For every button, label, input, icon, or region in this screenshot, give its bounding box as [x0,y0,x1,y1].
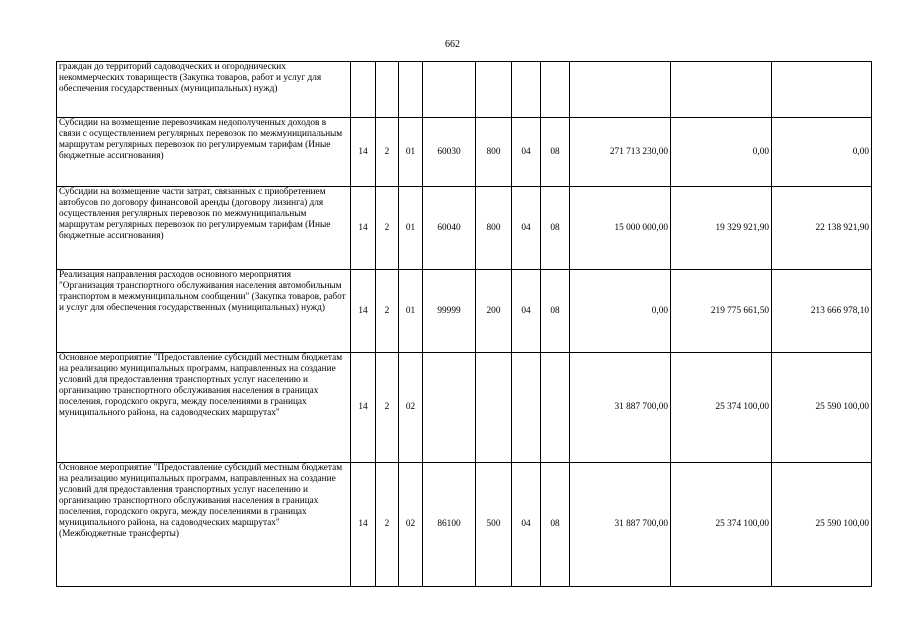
code-division: 04 [512,187,541,270]
amount-year-1: 31 887 700,00 [570,353,671,463]
code-division: 04 [512,118,541,187]
code-division [512,62,541,118]
amount-year-2: 0,00 [671,118,772,187]
code-direction: 60040 [423,187,476,270]
code-expense-type: 800 [476,118,512,187]
budget-table [56,61,872,587]
amount-year-1: 0,00 [570,270,671,353]
code-section [351,62,376,118]
code-direction: 99999 [423,270,476,353]
code-expense-type: 800 [476,187,512,270]
row-description: Основное мероприятие "Предоставление субсидий местным бюджетам на реализацию муниципальных программ, направленных на создание условий для предоставления транспортных услуг населению и организацию транспортного обслуживания населения в границах поселения, городского округа, между поселениями в границах муниципального района, на садоводческих маршрутах" [57,353,351,463]
code-subdivision [541,62,570,118]
code-section: 14 [351,187,376,270]
amount-year-3: 25 590 100,00 [772,353,872,463]
code-division [512,353,541,463]
code-subprogram: 2 [376,270,399,353]
code-section: 14 [351,118,376,187]
code-subprogram: 2 [376,463,399,587]
code-event: 02 [399,353,423,463]
table-row [57,353,872,463]
code-section: 14 [351,463,376,587]
page-number: 662 [445,39,460,50]
code-direction: 86100 [423,463,476,587]
amount-year-1: 31 887 700,00 [570,463,671,587]
code-subprogram [376,62,399,118]
code-division: 04 [512,463,541,587]
code-subprogram: 2 [376,118,399,187]
code-direction [423,62,476,118]
amount-year-3 [772,62,872,118]
code-expense-type: 200 [476,270,512,353]
amount-year-3: 25 590 100,00 [772,463,872,587]
code-expense-type [476,62,512,118]
amount-year-2: 25 374 100,00 [671,463,772,587]
row-description: Реализация направления расходов основного мероприятия "Организация транспортного обслуживания населения автомобильным транспортом в межмуниципальном сообщении" (Закупка товаров, работ и услуг для обеспечения государственных (муниципальных) нужд) [57,270,351,353]
code-section: 14 [351,270,376,353]
code-division: 04 [512,270,541,353]
amount-year-2: 219 775 661,50 [671,270,772,353]
code-expense-type [476,353,512,463]
table-row [57,270,872,353]
amount-year-2: 19 329 921,90 [671,187,772,270]
code-event [399,62,423,118]
table-row [57,463,872,587]
row-description: граждан до территорий садоводческих и огороднических некоммерческих товариществ (Закупка товаров, работ и услуг для обеспечения государственных (муниципальных) нужд) [57,62,351,118]
amount-year-3: 0,00 [772,118,872,187]
table-row [57,118,872,187]
amount-year-3: 213 666 978,10 [772,270,872,353]
code-subdivision: 08 [541,270,570,353]
amount-year-3: 22 138 921,90 [772,187,872,270]
amount-year-2 [671,62,772,118]
code-direction [423,353,476,463]
code-expense-type: 500 [476,463,512,587]
amount-year-2: 25 374 100,00 [671,353,772,463]
row-description: Субсидии на возмещение перевозчикам недополученных доходов в связи с осуществлением регулярных перевозок по межмуниципальным маршрутам регулярных перевозок по регулируемым тарифам (Иные бюджетные ассигнования) [57,118,351,187]
code-subdivision: 08 [541,463,570,587]
row-description: Субсидии на возмещение части затрат, связанных с приобретением автобусов по договору финансовой аренды (договору лизинга) для осуществления регулярных перевозок по межмуниципальным маршрутам регулярных перевозок по регулируемым тарифам (Иные бюджетные ассигнования) [57,187,351,270]
code-direction: 60030 [423,118,476,187]
code-event: 01 [399,187,423,270]
code-subdivision: 08 [541,118,570,187]
code-subprogram: 2 [376,187,399,270]
code-section: 14 [351,353,376,463]
table-row [57,187,872,270]
amount-year-1 [570,62,671,118]
amount-year-1: 271 713 230,00 [570,118,671,187]
code-event: 02 [399,463,423,587]
amount-year-1: 15 000 000,00 [570,187,671,270]
row-description: Основное мероприятие "Предоставление субсидий местным бюджетам на реализацию муниципальных программ, направленных на создание условий для предоставления транспортных услуг населению и организацию транспортного обслуживания населения в границах поселения, городского округа, между поселениями в границах муниципального района, на садоводческих маршрутах" (Межбюджетные трансферты) [57,463,351,587]
code-event: 01 [399,270,423,353]
code-subdivision: 08 [541,187,570,270]
code-subdivision [541,353,570,463]
code-event: 01 [399,118,423,187]
table-row [57,62,872,118]
code-subprogram: 2 [376,353,399,463]
